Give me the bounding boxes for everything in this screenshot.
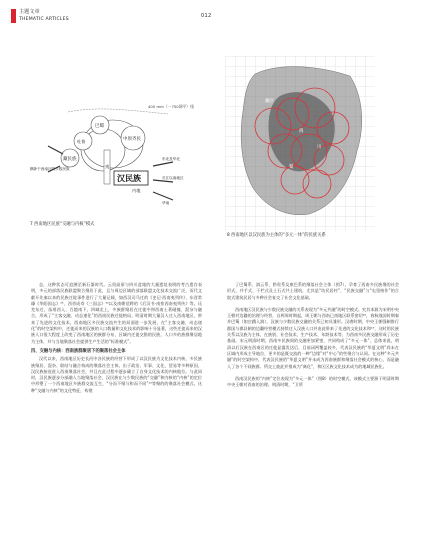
tulu-label: 吐鲁 [77, 139, 86, 144]
arrow-east [153, 162, 173, 166]
ethnic-interaction-diagram [28, 96, 200, 220]
section-color-bar [11, 9, 16, 23]
figure-8-caption: 8 西南地区以汉民族为主体的“多元一体”的民族关系 [227, 233, 326, 238]
bottom-left-label: 横卧于西南区的少数民族 [30, 167, 70, 171]
map-label-4: 蜀 [289, 165, 294, 170]
ethnic-relations-map [225, 56, 375, 231]
right-paragraph-3: 西南汉民族的“内核”定位表现为“多元一体”（图8）的时空模式，该模式主要源于明清时期中央王朝对西南的治理。明清时期，“卫所 [227, 375, 399, 388]
tibet-label: 藏民族 [63, 157, 77, 162]
bashu-label: 巴蜀 [95, 124, 104, 129]
map-label-1: 藏区 [265, 99, 274, 104]
right-bottom-label: 长江以南地区 [162, 176, 184, 180]
left-paragraph-1: 态，这种状态可追溯至新石器时代。云贵高原与四川盆地的大量遗址表明的考古遗存表明，多元的部落民族联盟聚合聚居于此，且与周边区域的部落联盟文化技术交流广泛，而代文献开先秦以来的民族迁徙事件进行了大量记载，如西汉司马迁的《史记·西南夷列传》、东晋常璩《华阳国志》³⁵、西晋成寿《三国志》³⁶以及南朝范晔的《后汉书·南蛮西南夷列传》等。氐羌东迁、苗瑶西入、百越南下，四域北上，多族群聚居在迁徙中和西南土著碰撞、混杂与融合，形成了“主客交融、动态递化”的西南民族迁徙格局。明清时期大量汉人迁入西南地区，带来了先进的文化技术，西南地区多民族交流共生的局面进一步发展，在“主客交融、动态递化”的时空架构中，迁徙而来的汉族的人口数量和文化技术的影响十分显著，这些迁徙而来的汉族人口很大程度上改变了西南地区的族群分布，区域内迁徙交错的民族，人口多的族群聚居地为主体，并与当地聚落社会提供生产生活的“标准模式”。 [31, 282, 202, 344]
header-title-en: THEMATIC ARTICLES [19, 17, 69, 22]
arrow-west [48, 146, 63, 154]
right-text-column [227, 282, 399, 388]
figure-7-caption: 7 西南地区民族“交融与内核”模式 [30, 222, 95, 227]
arrow-southeast [153, 180, 173, 182]
right-top-label: 东北及华北 [162, 157, 180, 161]
hanzu-label: 汉民族 [117, 174, 141, 183]
map-label-2: 滇 [299, 129, 304, 134]
scale-label: 400 mm（一750调平）线 [148, 104, 194, 109]
page-number: 012 [201, 13, 212, 19]
right-paragraph-2: 西南地区汉民族与少数民族交融的关系表现为“多元共融”的时空模式。究其本源为宋明中央王朝对边疆的治理与经营，自两周时期起，周王朝与西南已南地区联系密切²⁸，春秋战国时期秦并巴蜀（如庄蹻入滇），汉族与少数民族交融的关系已初具雏形。汉唐时期，中央王朝强制推行郡国与郡县制的边疆经营模式持续迁入汉族人口并由此带来了先进的文化技术和¹⁹，这时的民族关系以汉族为主体，在族别、社会技术、生产技术、年龄技术等，为西南多民族交融形成了历史基础。宋元明清时期，西南多民族间的交融更加紧密，共同构成了“多元一体”，总体来说，明清以后汉族在西南区的迁徙显露发达后，目前闭两覆盖较多，代表汉民族的“华夏文明”尚未在区域内形成主导地位，更多的是既交流的一种“边缘”对“中心”的些聚合与认同。在这种“多元共融”的时空架构中，代表汉民族的“华夏文明”并未成为西南族群和聚落社会模式的核心，而是融入了各个不同族群。所交上彼此并推成为“离化”，和区区族文化技术成为的地域民族化。 [227, 306, 399, 369]
left-text-column [31, 282, 202, 394]
section-heading: 四、交融与内核：西南族群聚居下的聚落社会主体 [31, 348, 126, 354]
header-title-cn: 主题文章 [19, 9, 40, 15]
rainfall-line [68, 109, 168, 114]
left-paragraph-2: 汉代以来，西南地区历史长河中各民族的经营下形成了以汉民族为文化技术内核，多民族族聚居、混杂、联结与融合构成的聚落社会主体，出于政治、军事、文化、贸易等多种原因，汉民族接连进入西南聚落社会，并且在此过程中逐步确立了自身文化技术的内核地位。与此同时，汉民族逐步分部融入当地聚落社会，汉民族在与少数民族的“交融”和内核的“内核”的定位中形塑了一个西南地区多族群交流互生，“分而不聚与和而不同”¹³等聚的的聚落社会模式。这种“交融与内核”的文化特征，构建 [31, 356, 202, 393]
huanan-label: 华南 [162, 201, 170, 205]
arrow-south [153, 192, 173, 200]
band-label: 夷 [105, 164, 110, 169]
zhongyuan-label: 中原齐民 [123, 137, 141, 142]
right-paragraph-1: 了巴蜀系、滇云系、黔贵系及康巴系的聚落社会主体（图7），孕育了西南多民族聚的社会形式，并手式、干栏式及土石式共土建筑，尤其是“坊民居村”、“民族交融”与“屯垦格作”的合院式建筑民居与多种社会复交了社会文化基础。 [227, 282, 399, 300]
neidi-label: 内地 [132, 188, 141, 193]
map-label-3: 川 [317, 145, 322, 150]
